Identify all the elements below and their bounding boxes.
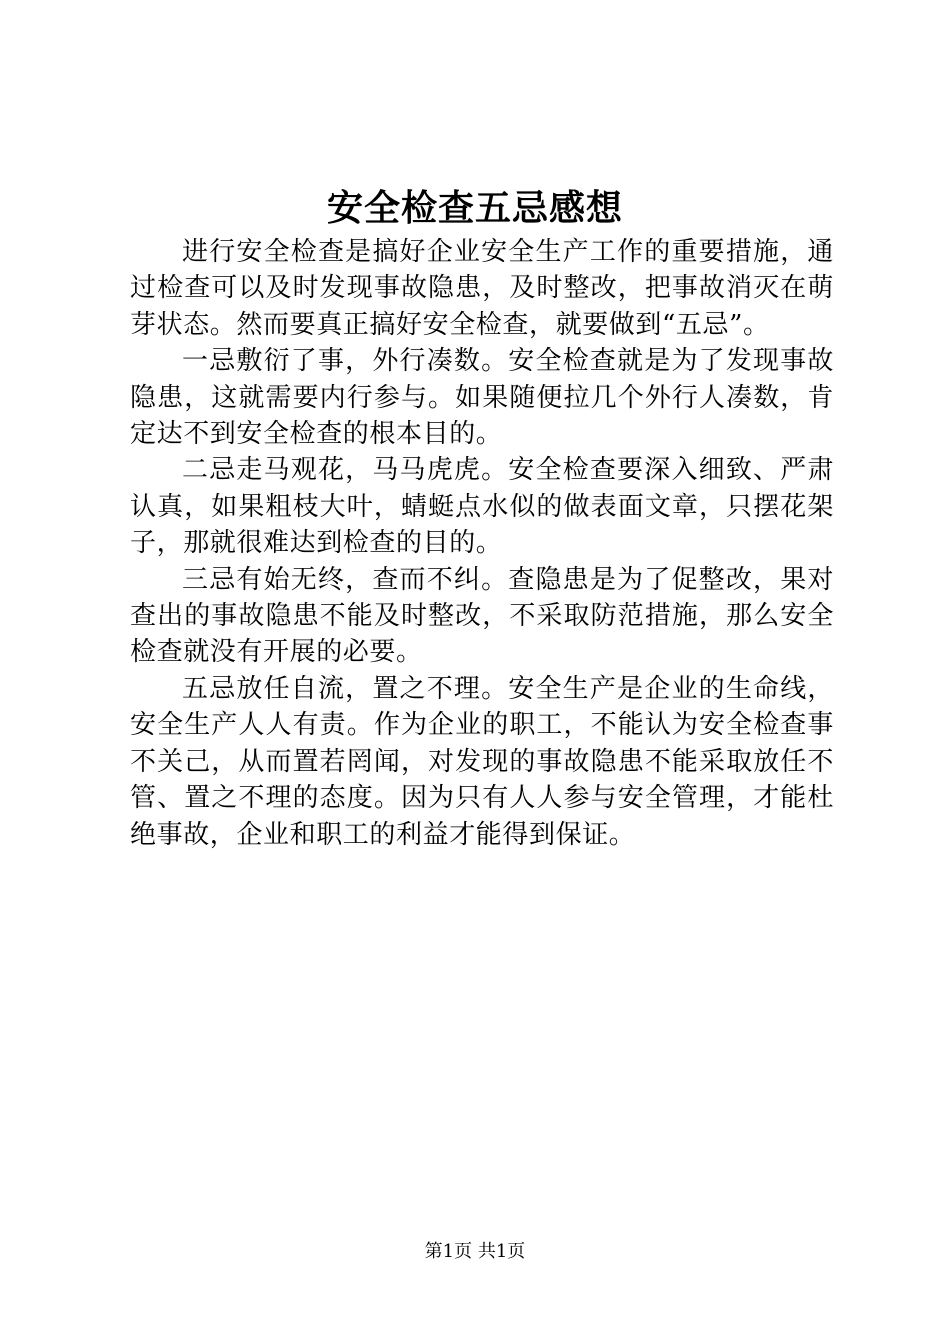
- page-footer: 第1页 共1页: [424, 1241, 526, 1262]
- page-title: 安全检查五忌感想: [326, 187, 623, 229]
- document-body: [130, 234, 834, 853]
- paragraph-taboo-1: 一忌敷衍了事，外行凑数。安全检查就是为了发现事故隐患，这就需要内行参与。如果随便拉几个外行人凑数，肯定达不到安全检查的根本目的。: [130, 346, 834, 450]
- paragraph-taboo-2: 二忌走马观花，马马虎虎。安全检查要深入细致、严肃认真，如果粗枝大叶，蜻蜓点水似的做表面文章，只摆花架子，那就很难达到检查的目的。: [130, 455, 834, 559]
- paragraph-taboo-3: 三忌有始无终，查而不纠。查隐患是为了促整改，果对查出的事故隐患不能及时整改，不采取防范措施，那么安全检查就没有开展的必要。: [130, 564, 834, 668]
- paragraph-intro: 进行安全检查是搞好企业安全生产工作的重要措施，通过检查可以及时发现事故隐患，及时整改，把事故消灭在萌芽状态。然而要真正搞好安全检查，就要做到“五忌”。: [130, 237, 834, 340]
- paragraph-taboo-5: 五忌放任自流，置之不理。安全生产是企业的生命线，安全生产人人有责。作为企业的职工，不能认为安全检查事不关己，从而置若罔闻，对发现的事故隐患不能采取放任不管、置之不理的态度。因为只有人人参与安全管理，才能杜绝事故，企业和职工的利益才能得到保证。: [130, 673, 834, 850]
